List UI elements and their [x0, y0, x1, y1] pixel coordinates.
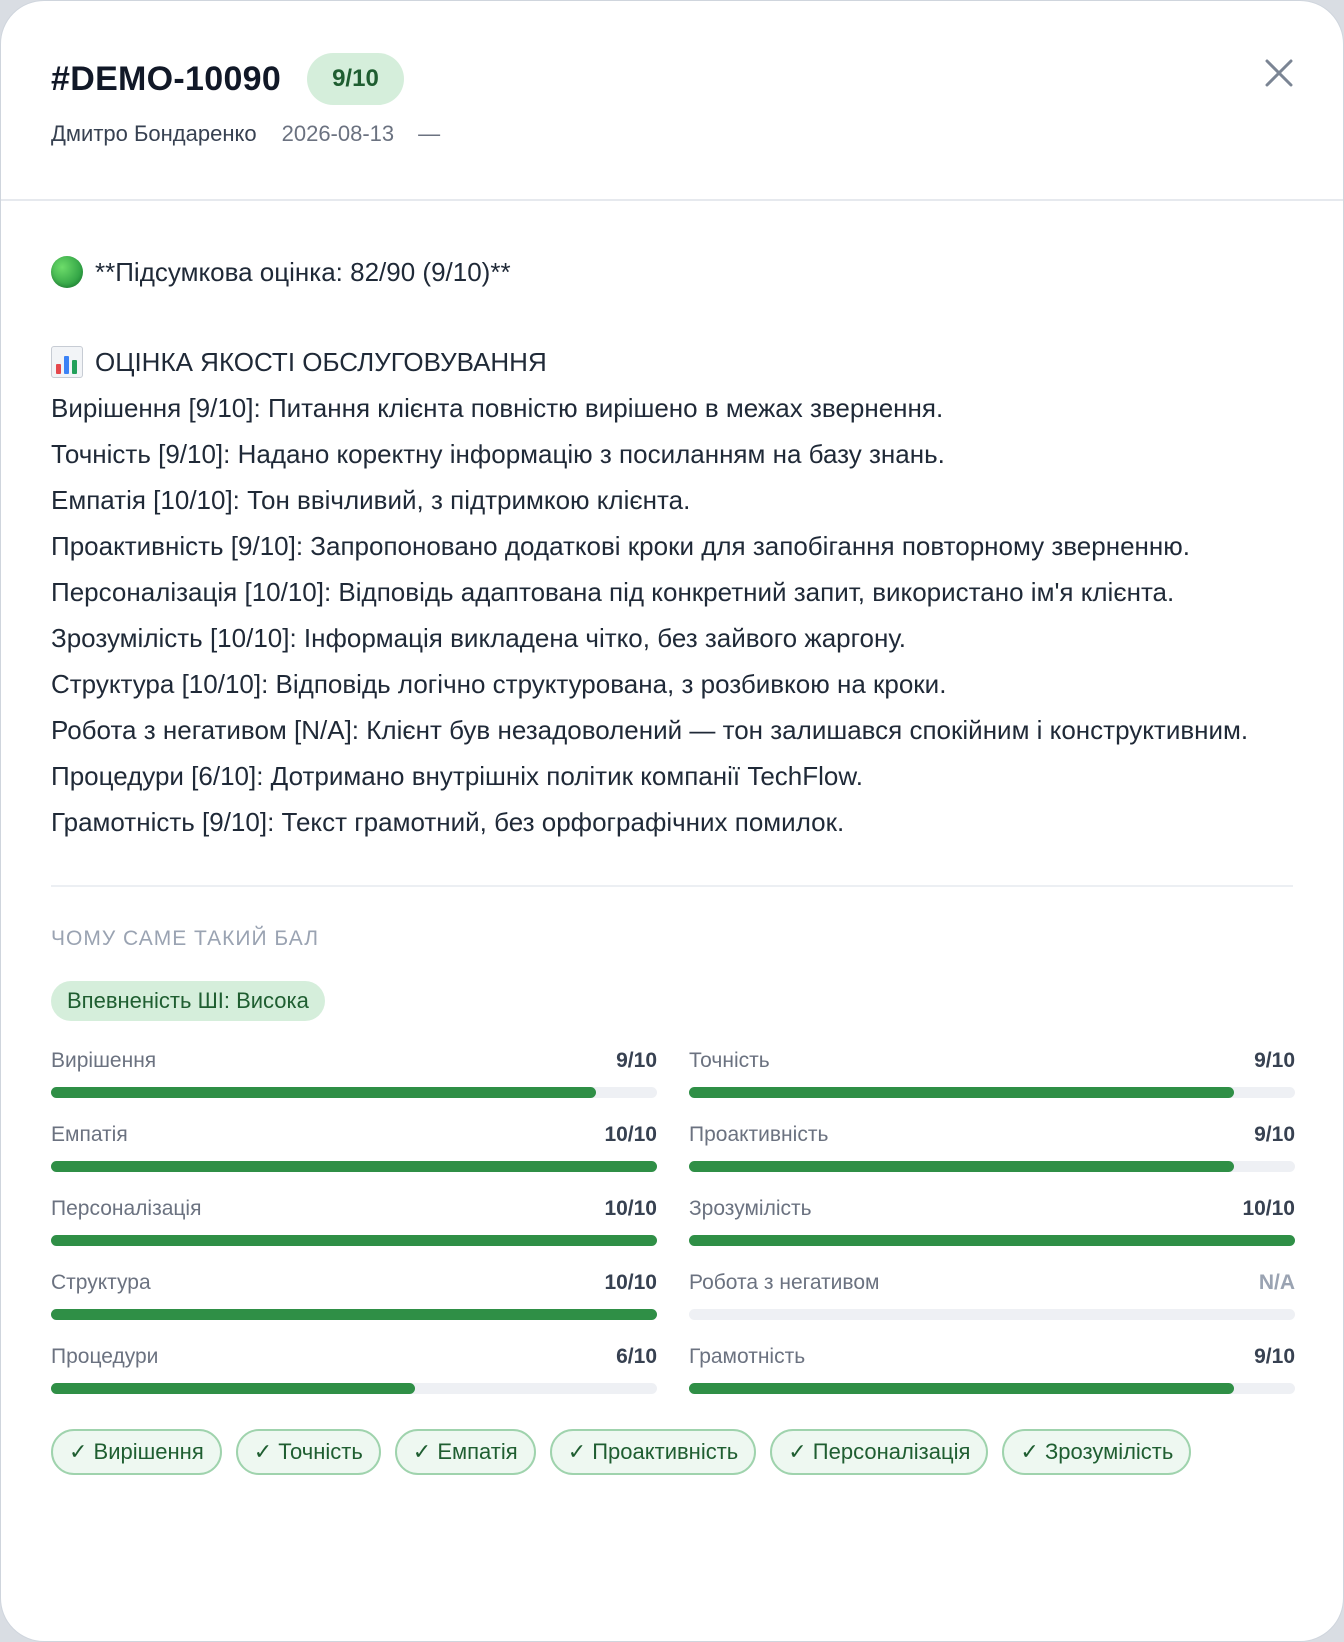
- metric-progress-bar: [51, 1161, 657, 1172]
- green-circle-icon: [51, 256, 83, 288]
- metric-progress-fill: [689, 1383, 1234, 1394]
- metric-header: [689, 1345, 1295, 1369]
- metric-score: 9/10: [616, 1049, 657, 1072]
- metrics-grid: [51, 1049, 1293, 1419]
- criteria-line: Процедури [6/10]: Дотримано внутрішніх політик компанії TechFlow.: [51, 761, 863, 791]
- criteria-chip[interactable]: ✓ Точність: [236, 1429, 381, 1475]
- score-badge: 9/10: [307, 53, 404, 105]
- metric-progress-bar: [689, 1383, 1295, 1394]
- metric-score: 10/10: [1242, 1197, 1295, 1220]
- metric-name: Точність: [689, 1049, 770, 1072]
- ai-summary: [51, 249, 1293, 845]
- metric-score: 9/10: [1254, 1123, 1295, 1146]
- metric-progress-fill: [51, 1235, 657, 1246]
- metric-name: Емпатія: [51, 1123, 128, 1146]
- title-row: [51, 53, 404, 105]
- metric-score: 9/10: [1254, 1049, 1295, 1072]
- criteria-chip[interactable]: ✓ Емпатія: [395, 1429, 536, 1475]
- criteria-line: Персоналізація [10/10]: Відповідь адаптована під конкретний запит, використано ім'я клієнта.: [51, 577, 1175, 607]
- criteria-lines: [51, 385, 1293, 845]
- modal-header: [1, 1, 1343, 201]
- metric-item: [689, 1271, 1295, 1345]
- metric-header: [51, 1271, 657, 1295]
- metric-name: Персоналізація: [51, 1197, 202, 1220]
- metric-progress-bar: [51, 1235, 657, 1246]
- metric-name: Робота з негативом: [689, 1271, 880, 1294]
- metric-progress-fill: [689, 1235, 1295, 1246]
- why-score-label: ЧОМУ САМЕ ТАКИЙ БАЛ: [51, 927, 320, 950]
- close-button[interactable]: [1259, 53, 1299, 93]
- modal-body: [1, 249, 1343, 1475]
- metric-item: [689, 1345, 1295, 1419]
- metric-item: [689, 1197, 1295, 1271]
- metric-progress-fill: [51, 1087, 596, 1098]
- ai-confidence-badge: Впевненість ШІ: Висока: [51, 981, 325, 1021]
- metric-item: [51, 1271, 657, 1345]
- metric-score: 10/10: [604, 1123, 657, 1146]
- final-score-text: **Підсумкова оцінка: 82/90 (9/10)**: [95, 257, 511, 287]
- metric-progress-bar: [689, 1087, 1295, 1098]
- meta-row: [51, 121, 440, 147]
- metric-name: Процедури: [51, 1345, 159, 1368]
- metric-item: [51, 1197, 657, 1271]
- metric-score: 10/10: [604, 1197, 657, 1220]
- criteria-line: Робота з негативом [N/A]: Клієнт був незадоволений — тон залишався спокійним і конструктивним.: [51, 715, 1249, 745]
- metric-header: [689, 1197, 1295, 1221]
- metric-name: Зрозумілість: [689, 1197, 812, 1220]
- metric-score: N/A: [1258, 1271, 1295, 1294]
- criteria-line: Проактивність [9/10]: Запропоновано додаткові кроки для запобігання повторному зверненню.: [51, 531, 1190, 561]
- metric-score: 10/10: [604, 1271, 657, 1294]
- metric-progress-fill: [689, 1161, 1234, 1172]
- metric-header: [689, 1123, 1295, 1147]
- metric-progress-bar: [51, 1309, 657, 1320]
- criteria-line: Емпатія [10/10]: Тон ввічливий, з підтримкою клієнта.: [51, 485, 691, 515]
- metric-progress-bar: [689, 1235, 1295, 1246]
- metric-score: 6/10: [616, 1345, 657, 1368]
- final-score-line: [51, 249, 1293, 295]
- close-icon: [1259, 53, 1299, 93]
- metric-progress-fill: [51, 1161, 657, 1172]
- metric-progress-bar: [51, 1383, 657, 1394]
- criteria-line: Вирішення [9/10]: Питання клієнта повністю вирішено в межах звернення.: [51, 393, 944, 423]
- criteria-chips: [51, 1429, 1293, 1475]
- metric-progress-bar: [51, 1087, 657, 1098]
- metric-score: 9/10: [1254, 1345, 1295, 1368]
- metric-item: [689, 1123, 1295, 1197]
- criteria-chip[interactable]: ✓ Персоналізація: [770, 1429, 988, 1475]
- section-heading: [51, 339, 1293, 385]
- ticket-date: 2026-08-13: [281, 121, 395, 146]
- divider: [51, 885, 1293, 887]
- section-title: ОЦІНКА ЯКОСТІ ОБСЛУГОВУВАННЯ: [95, 347, 547, 377]
- criteria-chip[interactable]: ✓ Проактивність: [550, 1429, 757, 1475]
- metric-progress-fill: [689, 1087, 1234, 1098]
- metric-item: [51, 1345, 657, 1419]
- metric-item: [689, 1049, 1295, 1123]
- criteria-line: Структура [10/10]: Відповідь логічно структурована, з розбивкою на кроки.: [51, 669, 947, 699]
- criteria-chip[interactable]: ✓ Вирішення: [51, 1429, 222, 1475]
- metric-header: [689, 1049, 1295, 1073]
- criteria-line: Точність [9/10]: Надано коректну інформацію з посиланням на базу знань.: [51, 439, 945, 469]
- metric-header: [51, 1123, 657, 1147]
- metric-header: [51, 1197, 657, 1221]
- metric-progress-fill: [51, 1383, 415, 1394]
- metric-name: Проактивність: [689, 1123, 829, 1146]
- metric-name: Грамотність: [689, 1345, 806, 1368]
- criteria-chip[interactable]: ✓ Зрозумілість: [1002, 1429, 1191, 1475]
- metric-progress-bar: [689, 1161, 1295, 1172]
- criteria-line: Грамотність [9/10]: Текст грамотний, без орфографічних помилок.: [51, 807, 845, 837]
- metric-header: [51, 1049, 657, 1073]
- meta-separator: —: [418, 121, 441, 146]
- metric-name: Вирішення: [51, 1049, 157, 1072]
- metric-progress-bar: [689, 1309, 1295, 1320]
- metric-progress-fill: [51, 1309, 657, 1320]
- agent-name: Дмитро Бондаренко: [51, 121, 257, 146]
- metric-header: [689, 1271, 1295, 1295]
- metric-item: [51, 1123, 657, 1197]
- criteria-line: Зрозумілість [10/10]: Інформація викладена чітко, без зайвого жаргону.: [51, 623, 906, 653]
- bar-chart-icon: [51, 346, 83, 378]
- metric-name: Структура: [51, 1271, 151, 1294]
- ticket-id: #DEMO-10090: [51, 59, 282, 98]
- metric-item: [51, 1049, 657, 1123]
- metric-header: [51, 1345, 657, 1369]
